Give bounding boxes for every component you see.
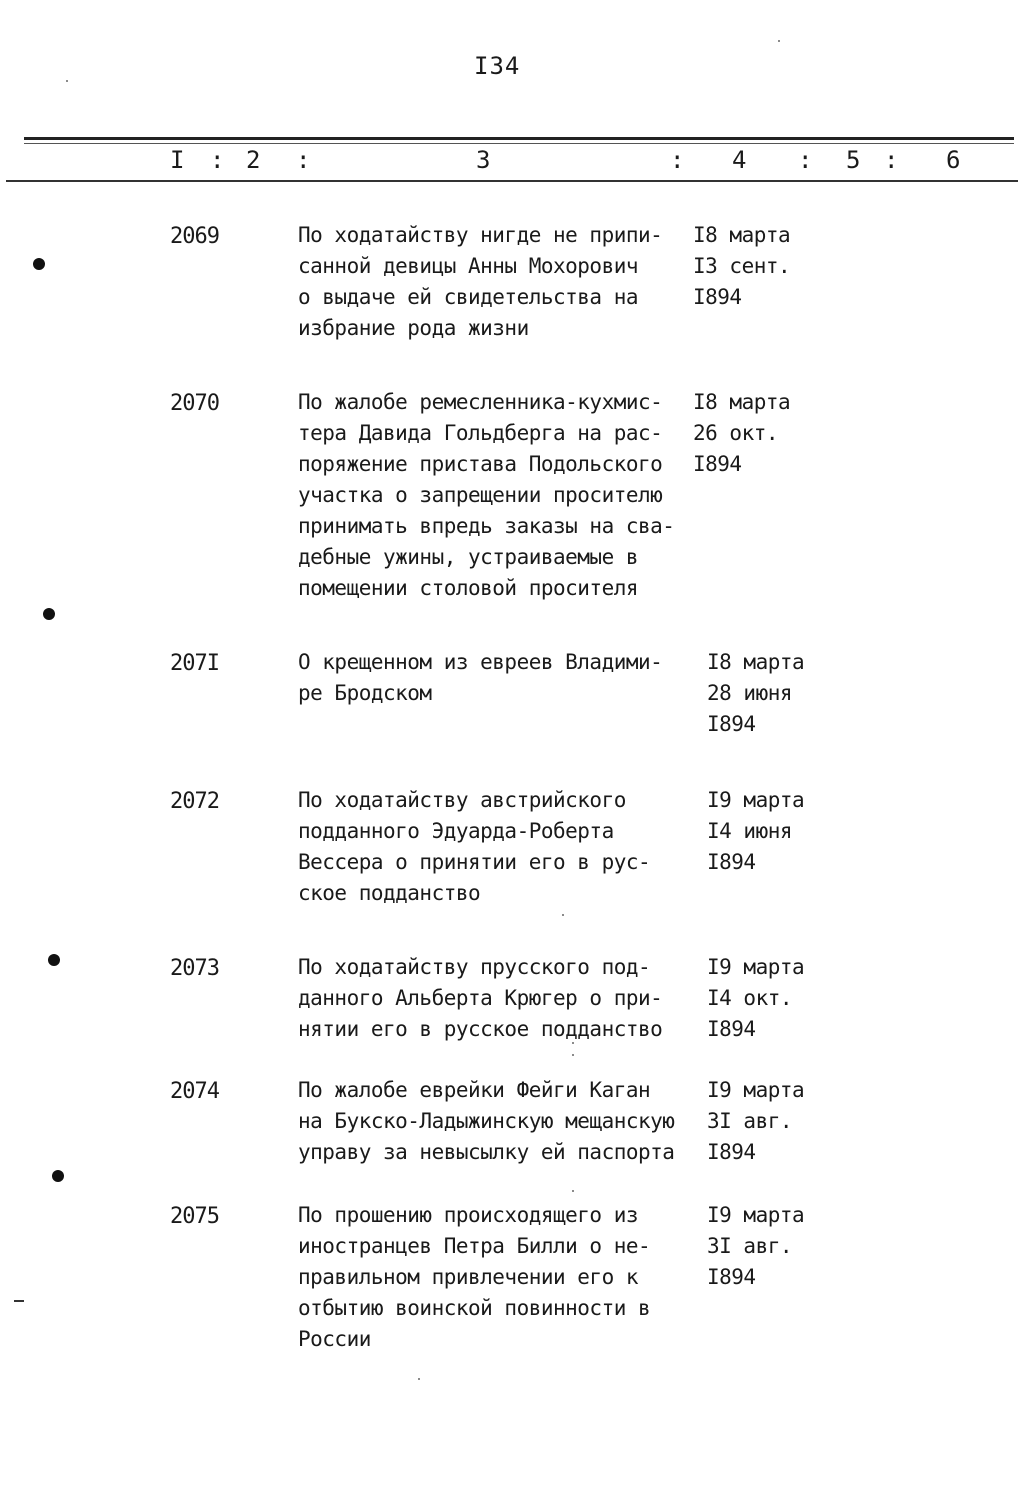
col-sep: :: [670, 146, 685, 174]
col-header-5: 5: [846, 146, 861, 174]
entry-number: 2073: [170, 956, 219, 981]
entry-dates: I9 марта I4 июня I894: [707, 788, 805, 874]
col-header-3: 3: [476, 146, 491, 174]
entry-dates: I8 марта 26 окт. I894: [693, 390, 791, 476]
header-rule-top: [24, 137, 1014, 140]
entry-description: По ходатайству прусского под- данного Альберта Крюгер о при- нятии его в русское подданство: [298, 955, 663, 1041]
entry-number: 2074: [170, 1079, 219, 1104]
scan-speck: [66, 80, 68, 82]
scan-speck: [418, 1378, 420, 1380]
col-sep: :: [210, 146, 225, 174]
col-header-6: 6: [946, 146, 961, 174]
col-sep: :: [884, 146, 899, 174]
scan-speck: [778, 40, 780, 42]
punch-hole: [48, 954, 60, 966]
entry-dates: I9 марта 3I авг. I894: [707, 1078, 805, 1164]
entry-description: О крещенном из евреев Владими- ре Бродском: [298, 650, 663, 705]
punch-hole: [52, 1170, 64, 1182]
header-rule-bottom: [6, 180, 1018, 182]
col-header-4: 4: [732, 146, 747, 174]
entry-description: По жалобе ремесленника-кухмис- тера Давида Гольдберга на рас- поряжение пристава Подольского участка о запрещении просителю принимать впредь заказы на сва- дебные ужины, устраиваемые в помещении столовой просителя: [298, 390, 675, 600]
entry-description: По ходатайству нигде не припи- санной девицы Анны Мохорович о выдаче ей свидетельства на избрание рода жизни: [298, 223, 663, 340]
col-header-2: 2: [246, 146, 261, 174]
margin-mark: [14, 1300, 24, 1302]
punch-hole: [33, 258, 45, 270]
scan-speck: [572, 1042, 574, 1044]
entry-description: По прошению происходящего из иностранцев Петра Билли о не- правильном привлечении его к отбытию воинской повинности в России: [298, 1203, 651, 1351]
entry-dates: I9 марта 3I авг. I894: [707, 1203, 805, 1289]
scan-speck: [562, 914, 564, 916]
scan-speck: [572, 1190, 574, 1192]
entry-dates: I8 марта 28 июня I894: [707, 650, 805, 736]
entry-number: 207I: [170, 651, 219, 676]
entry-number: 2075: [170, 1204, 219, 1229]
entry-dates: I9 марта I4 окт. I894: [707, 955, 805, 1041]
col-header-1: I: [170, 146, 185, 174]
header-rule-top-thin: [24, 143, 1014, 144]
entry-dates: I8 марта I3 сент. I894: [693, 223, 791, 309]
entry-description: По жалобе еврейки Фейги Каган на Букско-Ладыжинскую мещанскую управу за невысылку ей паспорта: [298, 1078, 675, 1164]
col-sep: :: [296, 146, 311, 174]
col-sep: :: [798, 146, 813, 174]
punch-hole: [43, 608, 55, 620]
page-number: I34: [474, 52, 521, 80]
entry-number: 2072: [170, 789, 219, 814]
entry-description: По ходатайству австрийского подданного Эдуарда-Роберта Вессера о принятии его в рус- ское подданство: [298, 788, 651, 905]
entry-number: 2069: [170, 224, 219, 249]
scan-speck: [572, 1054, 574, 1056]
entry-number: 2070: [170, 391, 219, 416]
